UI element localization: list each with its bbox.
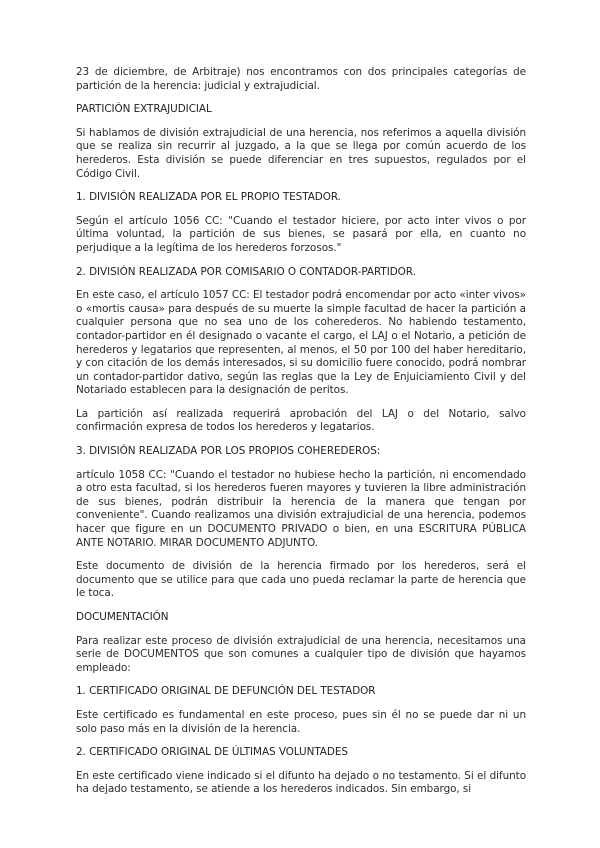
- paragraph-documento-division: Este documento de división de la herencia firmado por los herederos, será el documento que se utilice para que cada uno pueda reclamar la parte de herencia que le toca.: [76, 560, 526, 600]
- paragraph-articulo-1057: En este caso, el artículo 1057 CC: El testador podrá encomendar por acto «inter vivos» o «mortis causa» para después de su muerte la simple facultad de hacer la partición a cualquier persona que no sea uno de los coherederos. No habiendo testamento, contador-partidor en él designado o vacante el cargo, el LAJ o el Notario, a petición de herederos y legatarios que representen, al menos, el 50 por 100 del haber hereditario, y con citación de los demás interesados, si su domicilio fuere conocido, podrá nombrar un contador-partidor dativo, según las reglas que la Ley de Enjuiciamiento Civil y del Notariado establecen para la designación de peritos.: [76, 289, 526, 397]
- document-body: [76, 66, 526, 807]
- paragraph-ultimas-voluntades: En este certificado viene indicado si el difunto ha dejado o no testamento. Si el difunto ha dejado testamento, se atiende a los herederos indicados. Sin embargo, si: [76, 769, 526, 796]
- paragraph-articulo-1056: Según el artículo 1056 CC: "Cuando el testador hiciere, por acto inter vivos o por última voluntad, la partición de sus bienes, se pasará por ella, en cuanto no perjudique a la legítima de los herederos forzosos.": [76, 214, 526, 254]
- paragraph-division-extrajudicial: Si hablamos de división extrajudicial de una herencia, nos referimos a aquella división que se realiza sin recurrir al juzgado, a la que se llega por común acuerdo de los herederos. Esta división se puede diferenciar en tres supuestos, regulados por el Código Civil.: [76, 126, 526, 180]
- paragraph-articulo-1058: artículo 1058 CC: "Cuando el testador no hubiese hecho la partición, ni encomendado a otro esta facultad, si los herederos fueren mayores y tuvieren la libre administración de sus bienes, podrán distribuir la herencia de la manera que tengan por conveniente". Cuando realizamos una división extrajudicial de una herencia, podemos hacer que figure en un DOCUMENTO PRIVADO o bien, en una ESCRITURA PÚBLICA ANTE NOTARIO. MIRAR DOCUMENTO ADJUNTO.: [76, 468, 526, 549]
- heading-division-coherederos: 3. DIVISIÓN REALIZADA POR LOS PROPIOS COHEREDEROS:: [76, 445, 381, 458]
- paragraph-aprobacion: La partición así realizada requerirá aprobación del LAJ o del Notario, salvo confirmación expresa de todos los herederos y legatarios.: [76, 407, 526, 434]
- heading-division-testador: 1. DIVISIÓN REALIZADA POR EL PROPIO TESTADOR.: [76, 191, 341, 204]
- paragraph-intro: 23 de diciembre, de Arbitraje) nos encontramos con dos principales categorías de partición de la herencia: judicial y extrajudicial.: [76, 66, 526, 92]
- heading-documentacion: DOCUMENTACIÓN: [76, 611, 169, 623]
- paragraph-documentos-comunes: Para realizar este proceso de división extrajudicial de una herencia, necesitamos una serie de DOCUMENTOS que son comunes a cualquier tipo de división que hayamos empleado:: [76, 634, 526, 674]
- heading-certificado-ultimas-voluntades: 2. CERTIFICADO ORIGINAL DE ÚLTIMAS VOLUNTADES: [76, 746, 348, 759]
- paragraph-certificado-defuncion: Este certificado es fundamental en este proceso, pues sin él no se puede dar ni un solo paso más en la división de la herencia.: [76, 708, 526, 735]
- heading-particion-extrajudicial: PARTICIÓN EXTRAJUDICIAL: [76, 103, 212, 116]
- heading-certificado-defuncion: 1. CERTIFICADO ORIGINAL DE DEFUNCIÓN DEL TESTADOR: [76, 685, 376, 698]
- heading-division-comisario: 2. DIVISIÓN REALIZADA POR COMISARIO O CONTADOR-PARTIDOR.: [76, 265, 416, 278]
